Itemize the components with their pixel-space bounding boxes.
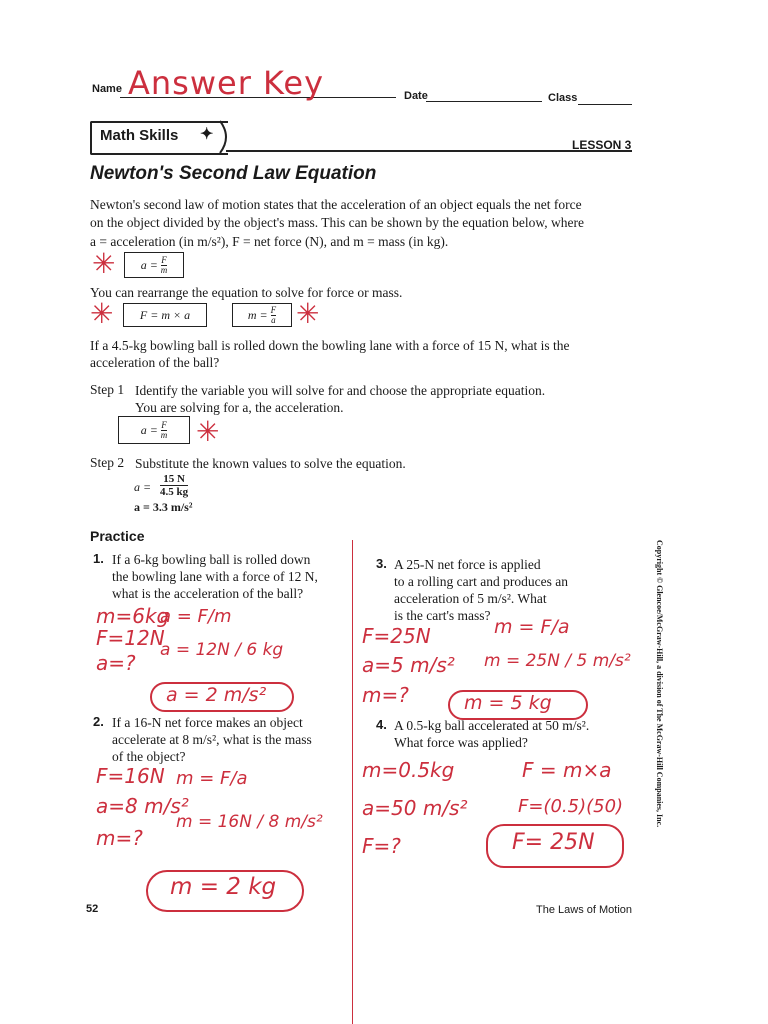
class-label: Class [548,92,578,104]
q1-line-1: If a 6-kg bowling ball is rolled down [112,552,311,567]
step1-line-2: You are solving for a, the acceleration. [135,400,344,415]
date-label: Date [404,90,428,102]
answer2-substitution: m = 16N / 8 m/s² [176,812,323,832]
equation-box-acceleration [124,252,184,278]
step2-text: Substitute the known values to solve the equation. [135,456,406,471]
intro-line-3: a = acceleration (in m/s²), F = net force (N), and m = mass (in kg). [90,234,449,249]
eq-den: m [160,429,168,440]
equation-box-force: F = m × a [123,303,207,327]
substitution-lhs: a = [134,480,152,494]
answer4-formula: F = m×a [522,758,612,782]
q3-line-3: acceleration of 5 m/s². What [394,591,547,606]
rearrange-text: You can rearrange the equation to solve for force or mass. [90,285,403,300]
answer2-unknown: m=? [96,826,143,850]
example-line-2: acceleration of the ball? [90,355,220,370]
q4-line-1: A 0.5-kg ball accelerated at 50 m/s². [394,718,590,733]
q2-number: 2. [93,714,104,729]
asterisk-mark: ✳ [92,247,116,280]
banner-sparkle-icon: ✦ [200,126,214,143]
answer4-given-mass: m=0.5kg [362,758,455,782]
intro-line-2: on the object divided by the object's mass. This can be shown by the equation below, where [90,215,584,230]
answer4-unknown: F=? [362,834,401,858]
answer1-given-mass: m=6kg [96,604,170,628]
q4-number: 4. [376,717,387,732]
eq-lhs: a = [140,257,158,272]
q3-line-1: A 25-N net force is applied [394,557,541,572]
answer1-given-force: F=12N [96,626,165,650]
answer2-result: m = 2 kg [170,874,277,900]
name-label: Name [92,83,122,95]
banner-title: Math Skills [100,127,179,144]
answer4-result: F= 25N [512,830,595,855]
substitution-fraction [160,473,188,498]
q1-number: 1. [93,551,104,566]
book-title: The Laws of Motion [536,904,632,916]
answer1-result: a = 2 m/s² [166,684,267,706]
eq-num: F [270,304,277,315]
equation-box-step1 [118,416,190,444]
answer2-given-force: F=16N [96,764,165,788]
eq-den: a [271,314,276,325]
q1-line-2: the bowling lane with a force of 12 N, [112,569,318,584]
answer2-given-accel: a=8 m/s² [96,794,189,818]
eq-lhs: m = [247,307,268,322]
equation-box-mass [232,303,292,327]
answer3-formula: m = F/a [494,616,570,638]
q2-line-1: If a 16-N net force makes an object [112,715,303,730]
q2-line-2: accelerate at 8 m/s², what is the mass [112,732,312,747]
eq-num: F [161,254,167,265]
column-divider [352,540,353,1024]
answer3-result: m = 5 kg [464,692,552,714]
eq-fraction [161,256,168,275]
page-title: Newton's Second Law Equation [90,163,377,184]
q2-line-3: of the object? [112,749,186,764]
answer2-formula: m = F/a [176,768,248,789]
answer1-unknown: a=? [96,651,136,675]
asterisk-mark: ✳ [90,297,114,330]
q4-line-2: What force was applied? [394,735,528,750]
lesson-label: LESSON 3 [572,138,632,152]
step1-label: Step 1 [90,382,125,397]
asterisk-mark: ✳ [296,297,320,330]
copyright-notice: Copyright © Glencoe/McGraw-Hill, a division of The McGraw-Hill Companies, Inc. [655,540,664,828]
q3-line-4: is the cart's mass? [394,608,491,623]
answer3-substitution: m = 25N / 5 m/s² [484,651,631,671]
example-result: a = 3.3 m/s² [134,500,193,514]
q1-line-3: what is the acceleration of the ball? [112,586,304,601]
substitution-denominator: 4.5 kg [160,486,189,498]
eq-num: F [161,419,167,430]
answer1-substitution: a = 12N / 6 kg [160,640,284,660]
intro-line-1: Newton's second law of motion states that the acceleration of an object equals the net force [90,197,582,212]
asterisk-mark: ✳ [196,415,220,448]
class-line [578,104,632,105]
step1-line-1: Identify the variable you will solve for and choose the appropriate equation. [135,383,546,398]
eq-lhs: a = [140,422,158,437]
step2-label: Step 2 [90,455,125,470]
answer4-given-accel: a=50 m/s² [362,796,468,820]
q3-line-2: to a rolling cart and produces an [394,574,568,589]
substitution-numerator: 15 N [160,473,188,486]
answer1-formula: a = F/m [160,606,232,627]
eq-den: m [160,264,168,275]
practice-heading: Practice [90,528,145,544]
name-value: Answer Key [128,64,325,102]
answer3-given-force: F=25N [362,624,431,648]
answer3-given-accel: a=5 m/s² [362,653,455,677]
eq-fraction [161,421,168,440]
answer4-substitution: F=(0.5)(50) [518,796,624,817]
page-number: 52 [86,903,99,915]
answer3-unknown: m=? [362,683,409,707]
q3-number: 3. [376,556,387,571]
date-line [426,101,542,102]
eq-fraction [271,306,277,325]
example-line-1: If a 4.5-kg bowling ball is rolled down the bowling lane with a force of 15 N, what is the [90,338,570,353]
